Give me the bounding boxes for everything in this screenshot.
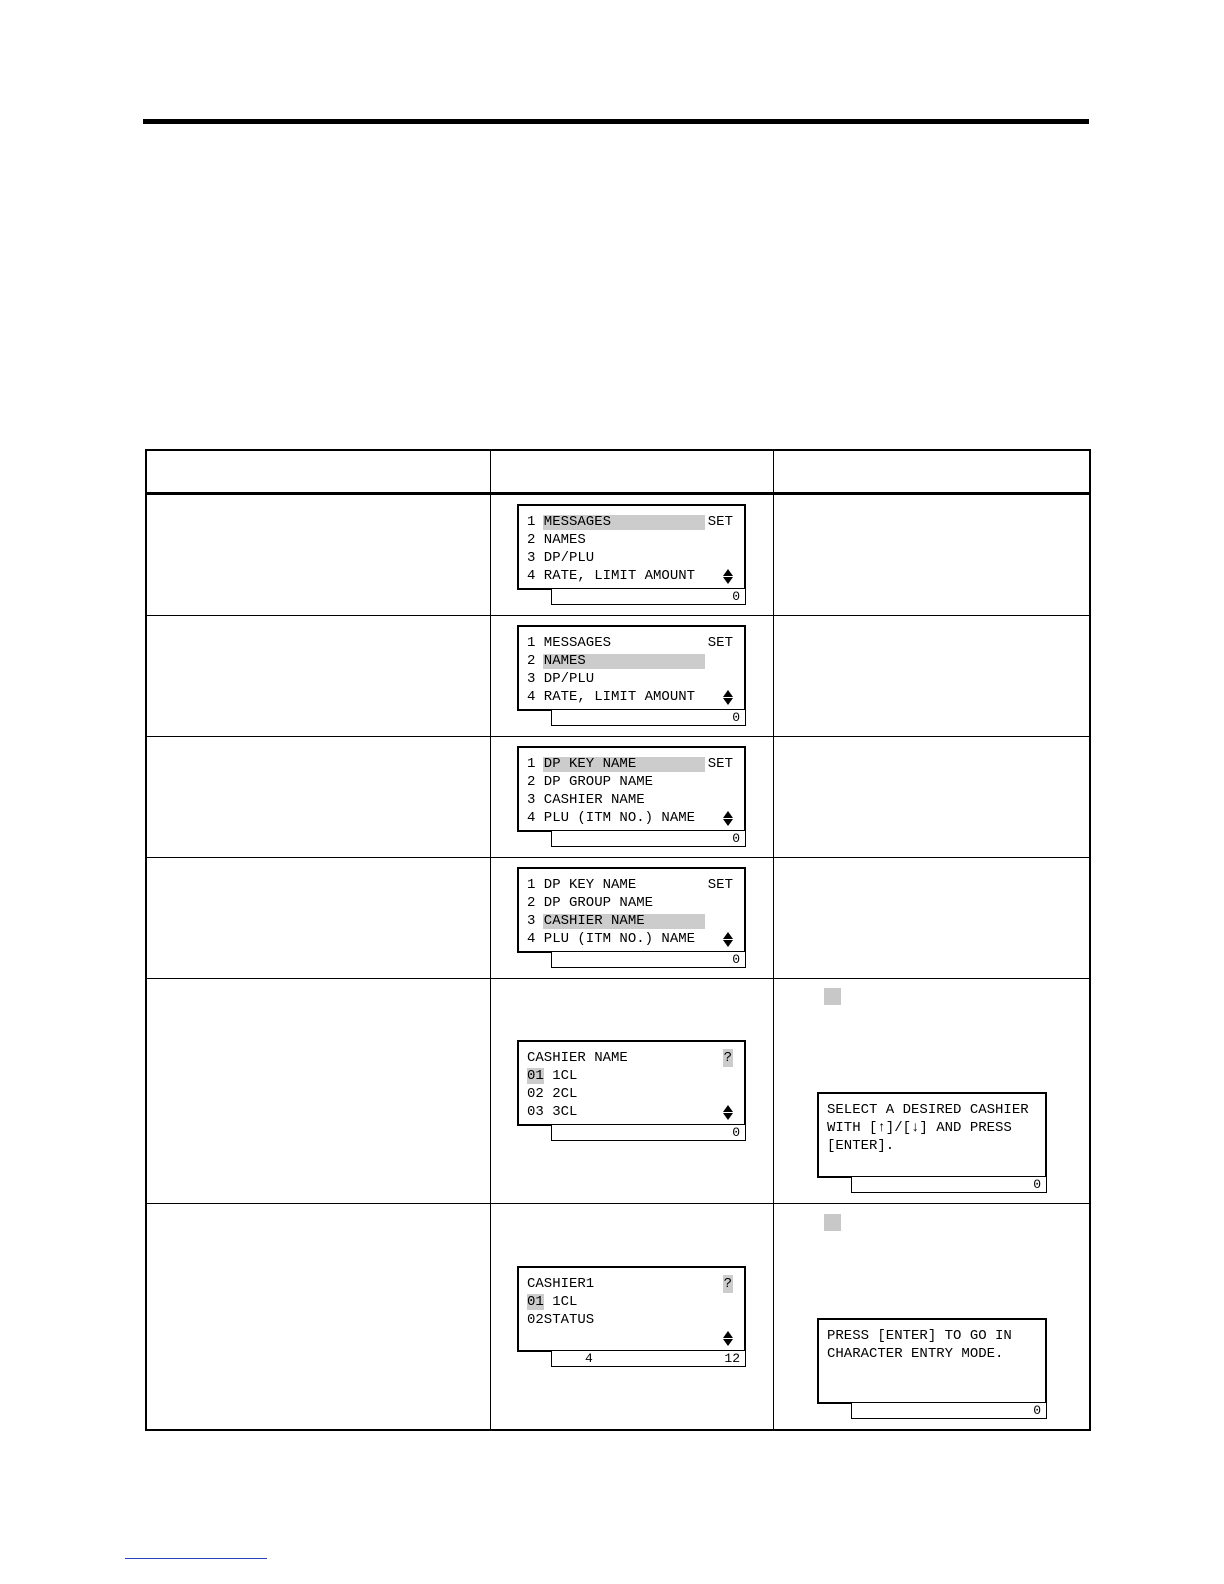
message-line: PRESS [ENTER] TO GO IN [827,1328,1012,1344]
menu-item: 4 PLU (ITM NO.) NAME [527,810,696,826]
cursor-number: 01 [527,1068,544,1084]
menu-item: 3 CASHIER NAME [527,913,645,929]
lcd-screen-names-menu [517,867,746,953]
screen-title: CASHIER NAME [527,1050,628,1066]
list-item: 02STATUS [527,1312,595,1328]
scroll-arrows-icon [723,688,733,706]
prompt-indicator: ? [723,1050,732,1066]
lcd-screen-main-menu [517,625,746,711]
row-divider [147,736,1089,737]
menu-item: 4 RATE, LIMIT AMOUNT [527,568,696,584]
menu-item: 1 DP KEY NAME [527,877,637,893]
lcd-sub-display: 0 [851,1402,1047,1419]
message-line: CHARACTER ENTRY MODE. [827,1346,1004,1362]
lcd-sub-display: 0 [551,830,746,847]
menu-item: 3 DP/PLU [527,671,595,687]
row-divider [147,1203,1089,1204]
screen-title: CASHIER1 [527,1276,595,1292]
set-indicator: SET [707,756,733,772]
set-indicator: SET [707,635,733,651]
message-line: SELECT A DESIRED CASHIER [827,1102,1029,1118]
lcd-screen-cashier-name [517,1040,746,1126]
message-screen-character-entry [817,1318,1047,1404]
row-divider [147,615,1089,616]
menu-item: 1 MESSAGES [527,514,612,530]
menu-item: 3 CASHIER NAME [527,792,645,808]
scroll-arrows-icon [723,1103,733,1121]
lcd-sub-display: 0 [851,1176,1047,1193]
row-divider [147,857,1089,858]
message-line: [ENTER]. [827,1138,895,1154]
lcd-screen-cashier-detail [517,1266,746,1352]
list-item: 02 2CL [527,1086,578,1102]
scroll-arrows-icon [723,809,733,827]
list-item: 1CL [543,1294,578,1310]
menu-item: 1 MESSAGES [527,635,612,651]
lcd-screen-names-menu [517,746,746,832]
key-symbol-icon [824,1214,841,1231]
set-indicator: SET [707,877,733,893]
menu-item: 4 RATE, LIMIT AMOUNT [527,689,696,705]
scroll-arrows-icon [723,567,733,585]
menu-item: 2 NAMES [527,653,586,669]
lcd-sub-display: 0 [551,951,746,968]
cursor-number: 01 [527,1294,544,1310]
row-divider [147,978,1089,979]
lcd-sub-display: 0 [551,709,746,726]
scroll-arrows-icon [723,1329,733,1347]
top-rule [143,119,1089,124]
list-item: 03 3CL [527,1104,578,1120]
message-screen-select-cashier [817,1092,1047,1178]
message-line: WITH [↑]/[↓] AND PRESS [827,1120,1012,1136]
prompt-indicator: ? [723,1276,732,1292]
menu-item: 3 DP/PLU [527,550,595,566]
lcd-sub-display: 0 [551,588,746,605]
lcd-screen-main-menu [517,504,746,590]
menu-item: 2 DP GROUP NAME [527,774,654,790]
menu-item: 4 PLU (ITM NO.) NAME [527,931,696,947]
menu-item: 1 DP KEY NAME [527,756,637,772]
menu-item: 2 DP GROUP NAME [527,895,654,911]
menu-item: 2 NAMES [527,532,586,548]
key-symbol-icon [824,988,841,1005]
header-divider [147,492,1089,495]
column-divider [490,451,491,1429]
footer-link-underline [125,1558,267,1559]
lcd-sub-display: 0 [551,1124,746,1141]
set-indicator: SET [707,514,733,530]
list-item: 1CL [543,1068,578,1084]
lcd-sub-display: 4 12 [551,1350,746,1367]
scroll-arrows-icon [723,930,733,948]
column-divider [773,451,774,1429]
